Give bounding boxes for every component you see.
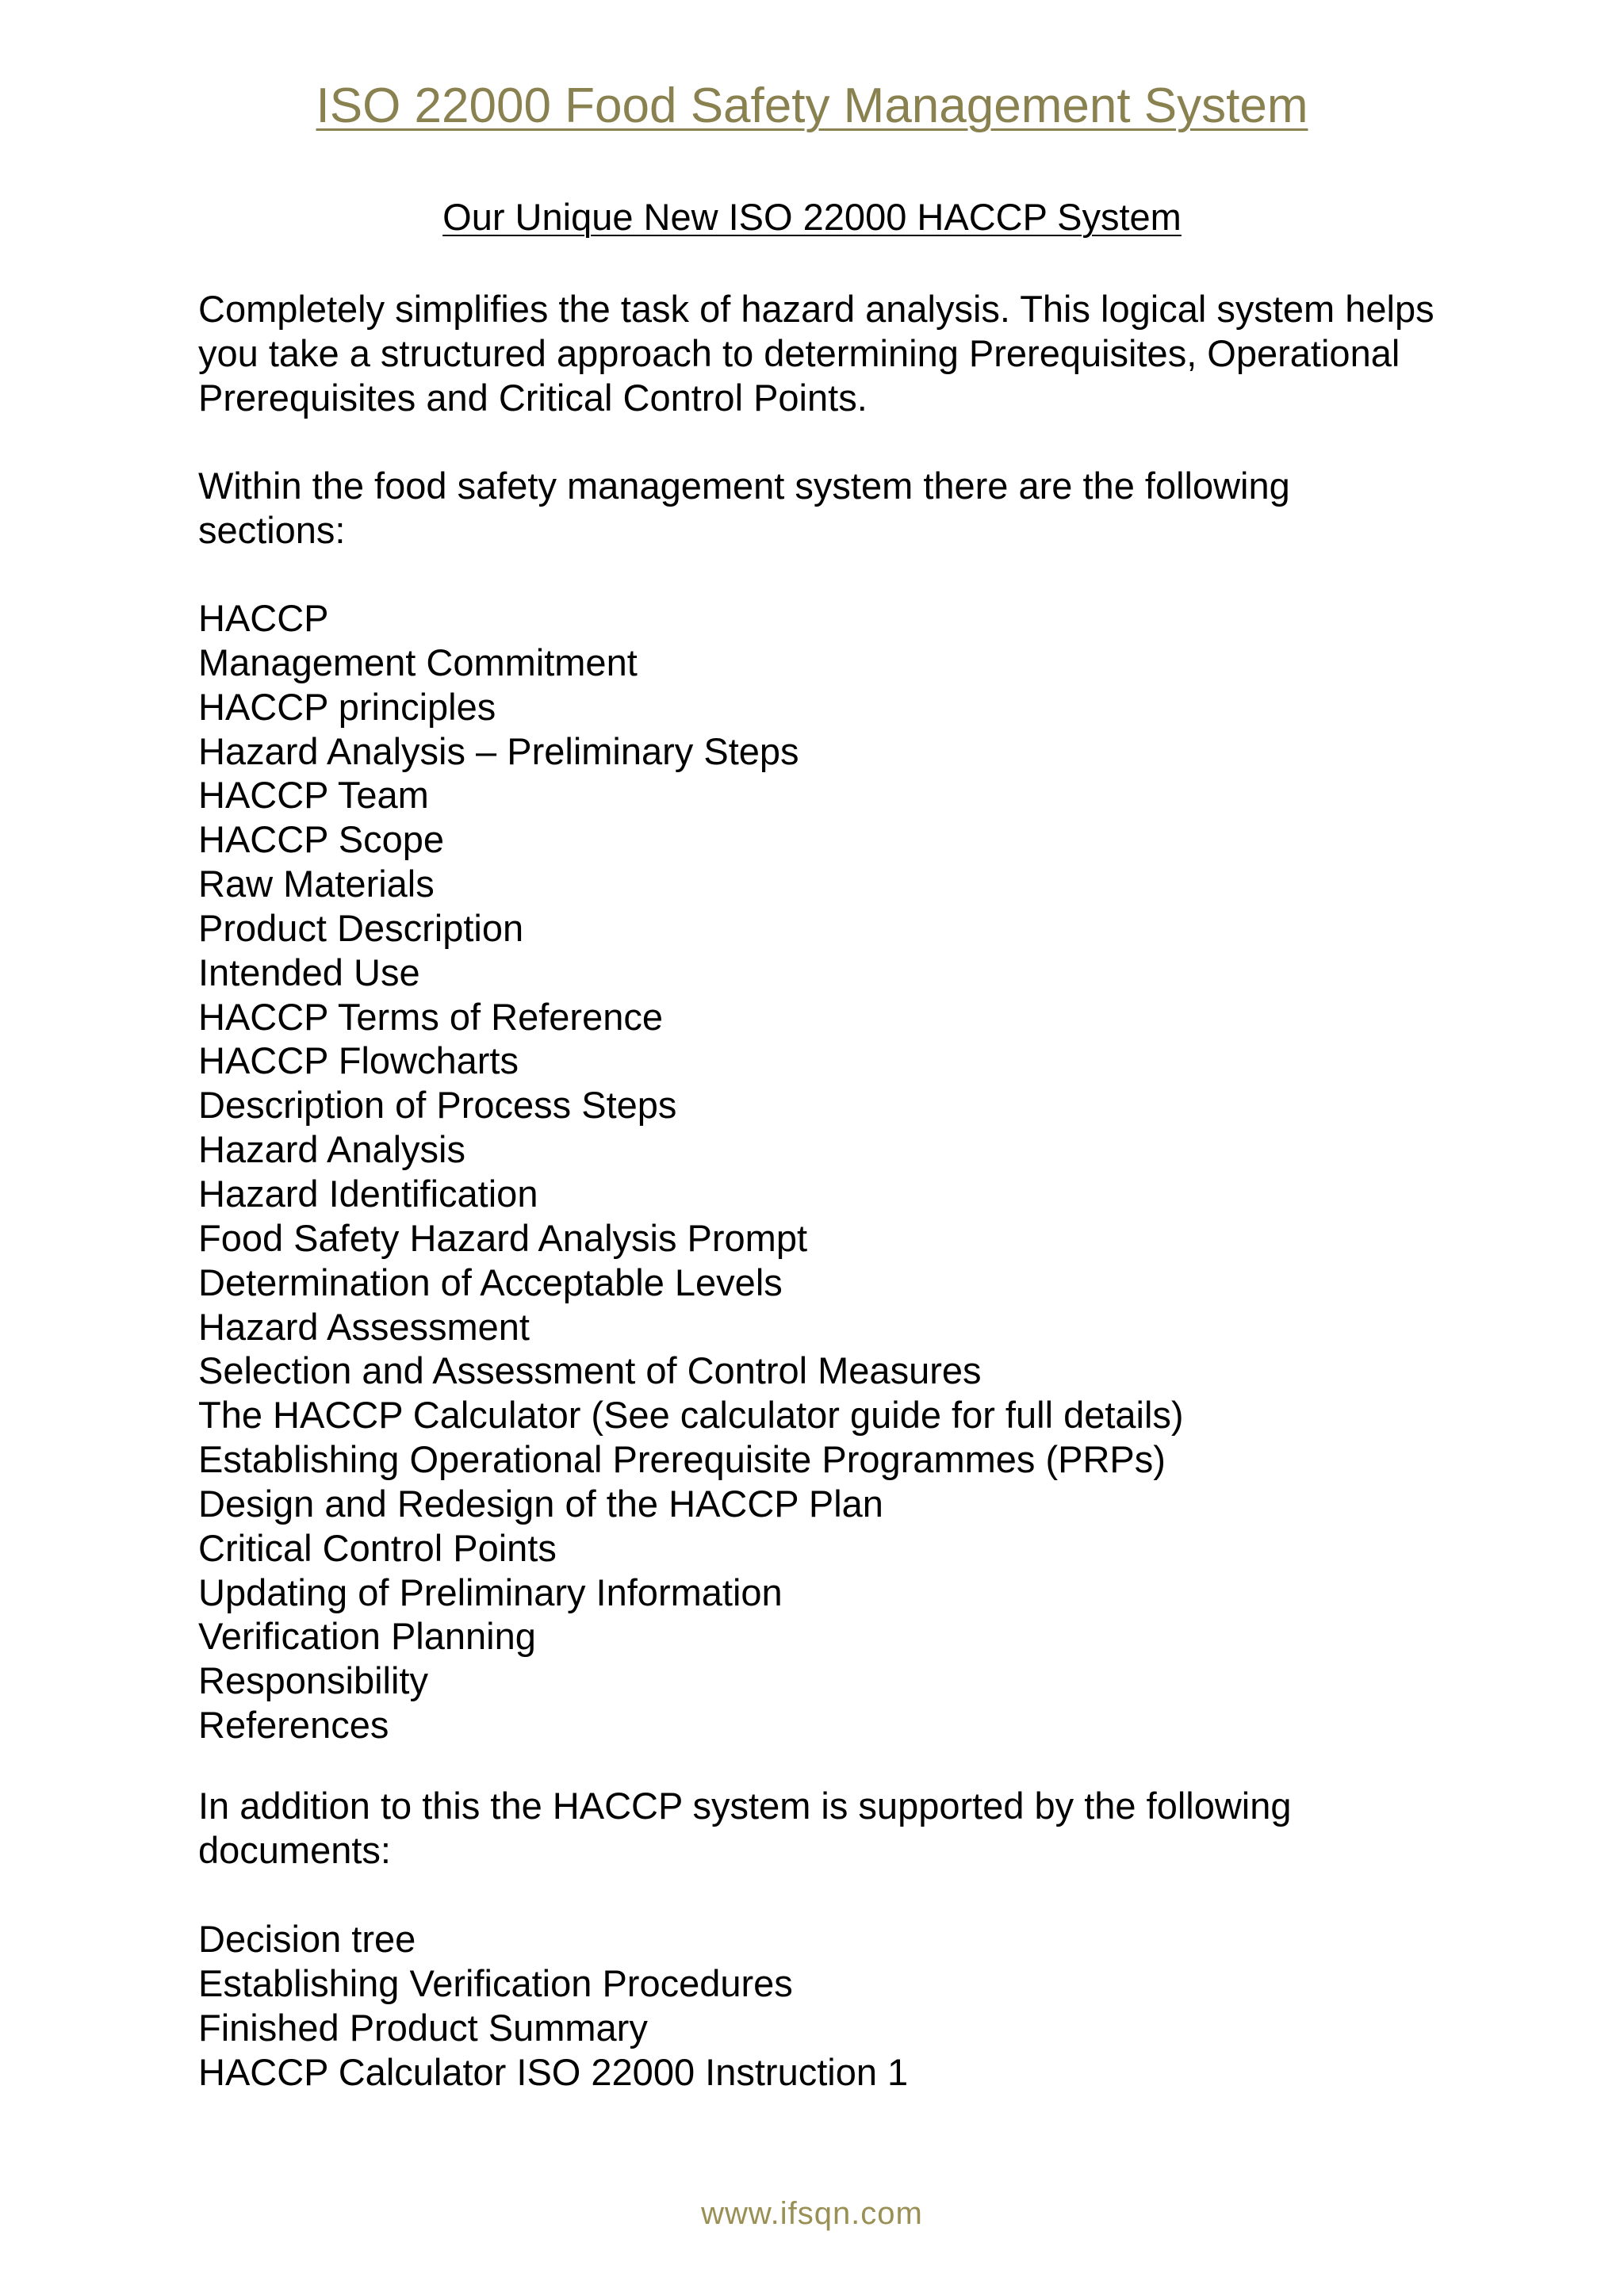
list-item: HACCP Calculator ISO 22000 Instruction 1 (198, 2050, 909, 2093)
list-item: The HACCP Calculator (See calculator guide for full details) (198, 1394, 1184, 1437)
list-item: HACCP Terms of Reference (198, 995, 663, 1038)
list-item: HACCP Scope (198, 818, 444, 861)
footer-website: www.ifsqn.com (701, 2196, 923, 2231)
supporting-documents-list (198, 1917, 908, 2094)
list-item: Design and Redesign of the HACCP Plan (198, 1482, 883, 1525)
list-item: HACCP principles (198, 685, 496, 728)
list-item: Determination of Acceptable Levels (198, 1261, 783, 1303)
list-item: Decision tree (198, 1918, 416, 1960)
list-item: Description of Process Steps (198, 1084, 677, 1127)
document-subtitle: Our Unique New ISO 22000 HACCP System (442, 196, 1182, 238)
list-item: Hazard Assessment (198, 1305, 530, 1348)
list-item: Management Commitment (198, 641, 638, 683)
list-item: Updating of Preliminary Information (198, 1571, 783, 1613)
sections-lead-paragraph: Within the food safety management system there are the following sections: (198, 465, 1290, 551)
document-title: ISO 22000 Food Safety Management System (316, 78, 1308, 133)
list-item: Critical Control Points (198, 1526, 557, 1569)
section-list (198, 596, 1184, 1747)
support-lead-paragraph: In addition to this the HACCP system is supported by the following documents: (198, 1785, 1292, 1871)
list-item: HACCP (198, 597, 329, 639)
list-item: HACCP Team (198, 774, 429, 817)
list-item: HACCP Flowcharts (198, 1039, 519, 1082)
list-item: Raw Materials (198, 863, 435, 905)
list-item: Hazard Analysis (198, 1128, 465, 1171)
list-item: Responsibility (198, 1659, 428, 1702)
intro-paragraph: Completely simplifies the task of hazard analysis. This logical system helps you take a structured approach to determining Prerequisites, Operational Prerequisites and Critical Control Points. (198, 288, 1434, 419)
list-item: Product Description (198, 906, 524, 949)
list-item: References (198, 1704, 389, 1747)
list-item: Finished Product Summary (198, 2006, 648, 2049)
list-item: Intended Use (198, 951, 420, 993)
list-item: Establishing Verification Procedures (198, 1961, 793, 2004)
list-item: Selection and Assessment of Control Measures (198, 1349, 982, 1392)
list-item: Food Safety Hazard Analysis Prompt (198, 1216, 808, 1259)
list-item: Verification Planning (198, 1615, 536, 1658)
list-item: Hazard Identification (198, 1172, 538, 1215)
list-item: Establishing Operational Prerequisite Programmes (PRPs) (198, 1438, 1166, 1481)
list-item: Hazard Analysis – Preliminary Steps (198, 729, 799, 772)
